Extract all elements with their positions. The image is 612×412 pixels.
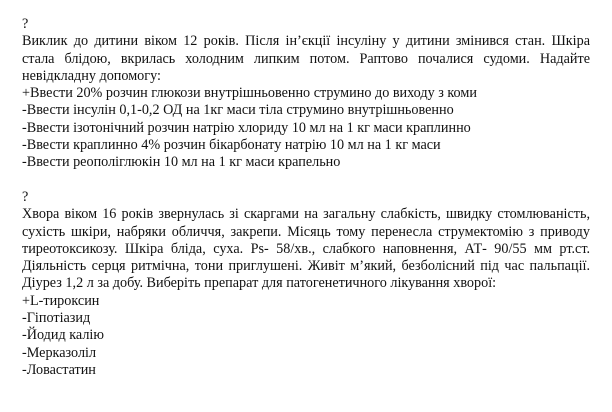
answer-option-correct: +Ввести 20% розчин глюкози внутрішньовенно струмино до виходу з коми	[22, 85, 477, 102]
answer-option: -Гіпотіазид	[22, 310, 91, 327]
answer-option: -Ввести реополіглюкін 10 мл на 1 кг маси крапельно	[22, 154, 341, 171]
question-block-2	[22, 189, 590, 379]
question-stem: Хвора віком 16 років звернулась зі скаргами на загальну слабкість, швидку стомлюваність, сухість шкіри, набряки обличчя, закрепи. Місяць тому перенесла струмектомію з приводу тиреотоксикозу. Шкіра бліда, суха. Ps- 58/хв., слабкого наповнення, АТ- 90/55 мм рт.ст. Діяльність серця ритмічна, тони приглушені. Живіт м’який, безболісний під час пальпації. Діурез 1,2 л за добу. Виберіть препарат для патогенетичного лікування хворої:	[22, 206, 590, 292]
question-stem: Виклик до дитини віком 12 років. Після ін’єкції інсуліну у дитини змінився стан. Шкіра стала блідою, вкрилась холодним липким потом. Раптово почалися судоми. Надайте невідкладну допомогу:	[22, 33, 590, 84]
answer-option: -Ввести краплинно 4% розчин бікарбонату натрію 10 мл на 1 кг маси	[22, 137, 441, 154]
question-marker: ?	[22, 16, 29, 32]
answer-option: -Ловастатин	[22, 361, 96, 378]
answer-option-correct: +L-тироксин	[22, 292, 100, 309]
answer-option: -Ввести інсулін 0,1-0,2 ОД на 1кг маси тіла струмино внутрішньовенно	[22, 102, 454, 119]
question-block-1	[22, 16, 590, 172]
answer-option: -Ввести ізотонічний розчин натрію хлориду 10 мл на 1 кг маси краплинно	[22, 119, 471, 136]
answer-option: -Йодид калію	[22, 327, 104, 344]
question-marker: ?	[22, 188, 29, 205]
answer-option: -Мерказоліл	[22, 344, 97, 361]
document-page	[22, 16, 590, 379]
